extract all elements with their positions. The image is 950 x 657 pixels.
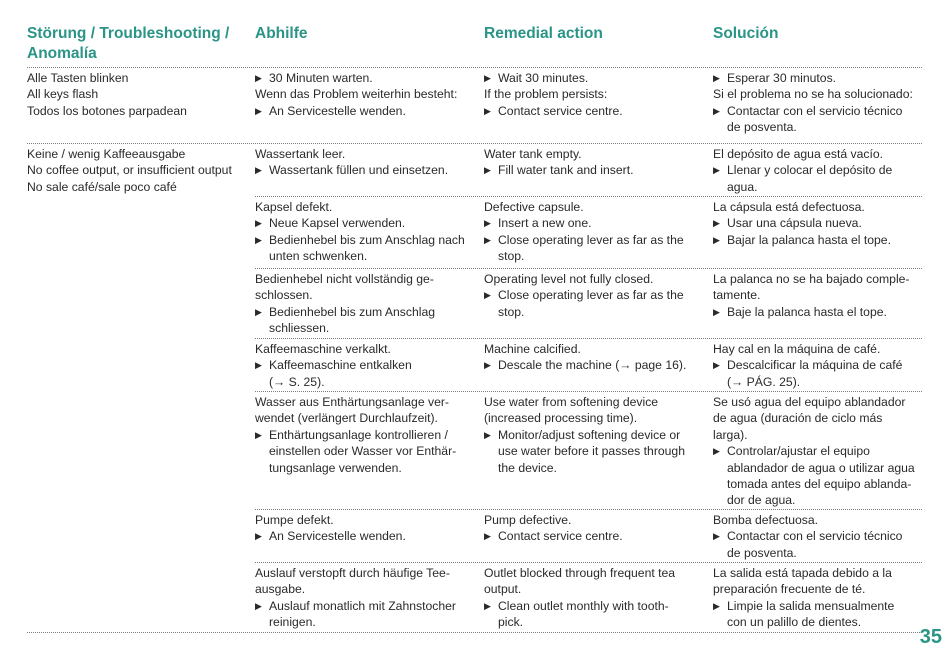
remedy-cell-en [484,394,702,476]
bullet-triangle-icon: ▶ [713,600,720,611]
remedy-cell-de [255,271,475,337]
cause-text: Auslauf verstopft durch häufige Tee- ausgabe. [255,566,450,597]
cause-text: Operating level not fully closed. [484,272,654,286]
header-remedial-action: Remedial action [484,25,603,42]
symptom-cell-keys-flash [27,70,242,119]
bullet-item [484,598,702,631]
bullet-text: Close operating lever as far as the stop. [498,232,684,264]
cause-text: Wasser aus Enthärtungsanlage ver- wendet (verlängert Durchlaufzeit). [255,395,449,426]
bullet-text: Insert a new one. [498,216,592,231]
bullet-item [255,215,475,231]
symptom-en: No coffee output, or insufficient output [27,163,232,178]
cause-text: Water tank empty. [484,147,582,161]
symptom-en: All keys flash [27,87,99,102]
table-bottom-divider [27,632,922,633]
symptom-cell-no-coffee [27,146,242,195]
bullet-triangle-icon: ▶ [484,600,491,611]
bullet-triangle-icon: ▶ [484,234,491,245]
bullet-triangle-icon: ▶ [484,105,491,116]
cause-text: El depósito de agua está vacío. [713,147,884,161]
bullet-item [255,427,475,476]
bullet-item [484,287,702,320]
row-divider [255,562,922,563]
bullet-triangle-icon: ▶ [713,360,720,371]
bullet-text: Bedienhebel bis zum Anschlag nach unten schwenken. [269,232,465,264]
bullet-text: Monitor/adjust softening device or use water before it passes through the device. [498,427,685,475]
bullet-item [255,598,475,631]
bullet-text: Controlar/ajustar el equipo ablandador de agua o utilizar agua tomada antes del equipo ablanda- dor de agua. [727,444,915,508]
remedy-cell-es [713,394,935,509]
bullet-triangle-icon: ▶ [713,234,720,245]
remedy-cell-es [713,341,935,390]
bullet-item [713,215,935,231]
symptom-es: Todos los botones parpadean [27,103,187,118]
bullet-item [713,598,935,631]
bullet-text: Llenar y colocar el depósito de agua. [727,163,893,194]
bullet-item [713,232,935,248]
remedy-cell-de [255,199,475,265]
bullet-item [255,357,475,390]
cause-text: Kapsel defekt. [255,200,333,214]
symptom-de: Keine / wenig Kaffeeausgabe [27,147,186,161]
row-divider [255,268,922,269]
bullet-item [713,443,935,509]
bullet-item [713,70,935,86]
bullet-triangle-icon: ▶ [484,165,491,176]
bullet-item [484,232,702,265]
bullet-text: Wait 30 minutes. [498,71,589,85]
bullet-triangle-icon: ▶ [255,234,262,245]
bullet-triangle-icon: ▶ [713,73,720,83]
header-abhilfe: Abhilfe [255,25,308,42]
bullet-text: Kaffeemaschine entkalken (→ S. 25). [269,358,412,389]
remedy-cell-de [255,394,475,476]
cause-text: Use water from softening device (increased processing time). [484,395,659,426]
bullet-triangle-icon: ▶ [484,290,491,301]
bullet-triangle-icon: ▶ [713,165,720,176]
remedy-cell-es [713,565,935,631]
bullet-item [484,70,702,86]
bullet-triangle-icon: ▶ [484,218,491,229]
remedy-cell-de [255,565,475,631]
bullet-item [484,427,702,476]
bullet-text: Clean outlet monthly with tooth- pick. [498,598,669,630]
group-divider [27,143,922,144]
bullet-text: Enthärtungsanlage kontrollieren / einstellen oder Wasser vor Enthär- tungsanlage verwenden. [269,427,457,475]
remedy-cell-de [255,341,475,390]
bullet-triangle-icon: ▶ [255,360,262,371]
bullet-triangle-icon: ▶ [484,429,491,440]
bullet-item [713,304,935,320]
remedy-cell-en [484,565,702,631]
remedy-cell-en [484,70,702,119]
bullet-triangle-icon: ▶ [713,105,720,116]
remedy-cell-en [484,199,702,265]
header-divider [27,67,922,68]
bullet-text: An Servicestelle wenden. [269,103,406,118]
bullet-triangle-icon: ▶ [255,73,262,83]
bullet-triangle-icon: ▶ [255,165,262,176]
bullet-item [713,528,935,561]
bullet-triangle-icon: ▶ [713,218,720,229]
bullet-item [255,162,475,178]
remedy-cell-en [484,146,702,179]
remedy-cell-es [713,512,935,561]
bullet-text: Baje la palanca hasta el tope. [727,304,887,319]
bullet-item [255,528,475,544]
header-troubleshooting: Störung / Troubleshooting / Anomalía [27,25,230,62]
remedy-cell-es [713,271,935,320]
bullet-text: Contactar con el servicio técnico de posventa. [727,103,903,135]
bullet-text: Neue Kapsel verwenden. [269,216,406,231]
bullet-item [484,357,702,373]
remedy-cell-en [484,271,702,320]
bullet-triangle-icon: ▶ [713,446,720,457]
bullet-triangle-icon: ▶ [255,105,262,116]
bullet-item [713,162,935,195]
remedy-cell-de [255,70,475,119]
bullet-text: Close operating lever as far as the stop. [498,288,684,319]
bullet-triangle-icon: ▶ [713,531,720,542]
bullet-text: Esperar 30 minutos. [727,71,837,85]
bullet-text: Auslauf monatlich mit Zahnstocher reinigen. [269,598,456,630]
bullet-item [484,215,702,231]
cause-text: Outlet blocked through frequent tea output. [484,566,676,597]
header-solucion: Solución [713,25,779,42]
cause-text: Wassertank leer. [255,147,346,161]
bullet-text: Usar una cápsula nueva. [727,216,862,231]
bullet-triangle-icon: ▶ [255,531,262,542]
bullet-text: Wassertank füllen und einsetzen. [269,163,449,178]
symptom-es: No sale café/sale poco café [27,179,177,194]
bullet-text: 30 Minuten warten. [269,71,373,85]
remedy-cell-de [255,146,475,179]
bullet-triangle-icon: ▶ [255,218,262,229]
page-number: 35 [919,626,942,648]
remedy-cell-es [713,199,935,248]
row-divider [255,509,922,510]
remedy-cell-es [713,146,935,195]
bullet-text: Descalcificar la máquina de café (→ PÁG. 25). [727,358,903,389]
bullet-triangle-icon: ▶ [484,73,491,83]
bullet-item [484,528,702,544]
cause-text: Pumpe defekt. [255,513,334,527]
cause-text: Se usó agua del equipo ablandador de agua (duración de ciclo más larga). [713,395,906,442]
bullet-text: Bedienhebel bis zum Anschlag schliessen. [269,304,435,336]
bullet-text: An Servicestelle wenden. [269,529,406,544]
remedy-cell-en [484,512,702,545]
row-divider [255,338,922,339]
cause-text: Kaffeemaschine verkalkt. [255,342,391,356]
cause-text: If the problem persists: [484,87,608,102]
bullet-item [484,162,702,178]
bullet-item [255,304,475,337]
bullet-triangle-icon: ▶ [484,531,491,542]
cause-text: La salida está tapada debido a la preparación frecuente de té. [713,566,892,597]
bullet-text: Descale the machine (→ page 16). [498,358,687,373]
row-divider [255,196,922,197]
cause-text: Hay cal en la máquina de café. [713,342,881,356]
bullet-item [713,103,935,136]
bullet-text: Contact service centre. [498,103,623,118]
cause-text: La palanca no se ha bajado comple- tamente. [713,272,910,303]
bullet-text: Contact service centre. [498,529,623,544]
bullet-item [484,103,702,119]
bullet-item [255,103,475,119]
bullet-text: Bajar la palanca hasta el tope. [727,232,891,247]
row-divider [255,391,922,392]
bullet-triangle-icon: ▶ [255,600,262,611]
bullet-triangle-icon: ▶ [713,306,720,317]
cause-text: Bedienhebel nicht vollständig ge- schlossen. [255,272,434,303]
cause-text: Pump defective. [484,513,572,527]
remedy-cell-de [255,512,475,545]
remedy-cell-es [713,70,935,136]
bullet-item [713,357,935,390]
bullet-item [255,70,475,86]
cause-text: Defective capsule. [484,200,584,214]
bullet-triangle-icon: ▶ [255,429,262,440]
remedy-cell-en [484,341,702,374]
bullet-text: Limpie la salida mensualmente con un palillo de dientes. [727,598,895,630]
bullet-text: Contactar con el servicio técnico de posventa. [727,529,903,560]
bullet-triangle-icon: ▶ [484,360,491,371]
cause-text: Bomba defectuosa. [713,513,819,527]
cause-text: Wenn das Problem weiterhin besteht: [255,87,458,102]
bullet-item [255,232,475,265]
cause-text: La cápsula está defectuosa. [713,200,865,214]
symptom-de: Alle Tasten blinken [27,71,129,85]
bullet-triangle-icon: ▶ [255,306,262,317]
cause-text: Si el problema no se ha solucionado: [713,87,913,102]
cause-text: Machine calcified. [484,342,581,356]
bullet-text: Fill water tank and insert. [498,163,634,178]
